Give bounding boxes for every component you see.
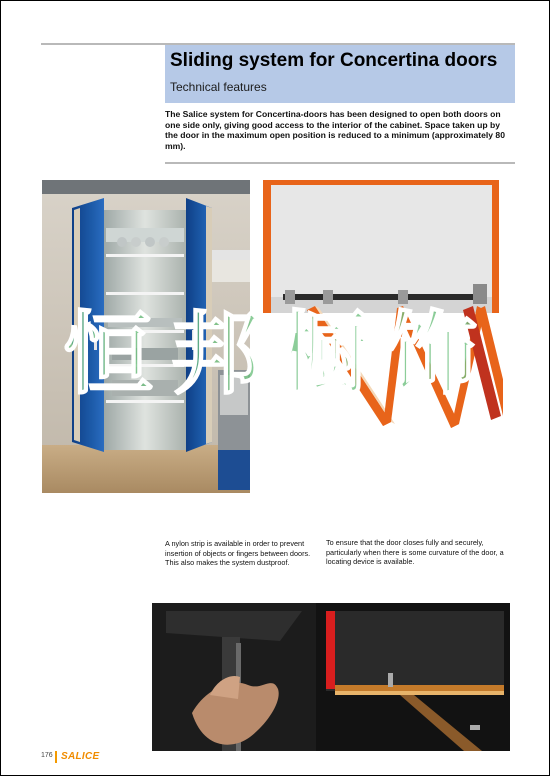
detail-photos xyxy=(152,603,510,751)
footer-divider xyxy=(55,751,57,763)
intro-paragraph: The Salice system for Concertina-doors has been designed to open both doors on one side only, giving good access to the interior of the cabinet. Space taken up by the door in the maximum open position is reduced to a minimum (approximately 80 mm). xyxy=(165,109,505,151)
intro-rule xyxy=(165,162,515,164)
page-subtitle: Technical features xyxy=(170,80,267,94)
watermark xyxy=(59,299,499,409)
note-nylon-strip: A nylon strip is available in order to prevent insertion of objects or fingers between doors. This also makes the system dustproof. xyxy=(165,539,311,567)
note-locating-device: To ensure that the door closes fully and securely, particularly when there is some curvature of the door, a locating device is available. xyxy=(326,538,504,566)
title-band xyxy=(165,45,515,103)
brand-logo: SALICE xyxy=(61,751,100,762)
page-title: Sliding system for Concertina doors xyxy=(170,50,498,71)
page-number: 176 xyxy=(41,752,53,759)
watermark-text: 恒邦橱饰 xyxy=(63,302,495,407)
